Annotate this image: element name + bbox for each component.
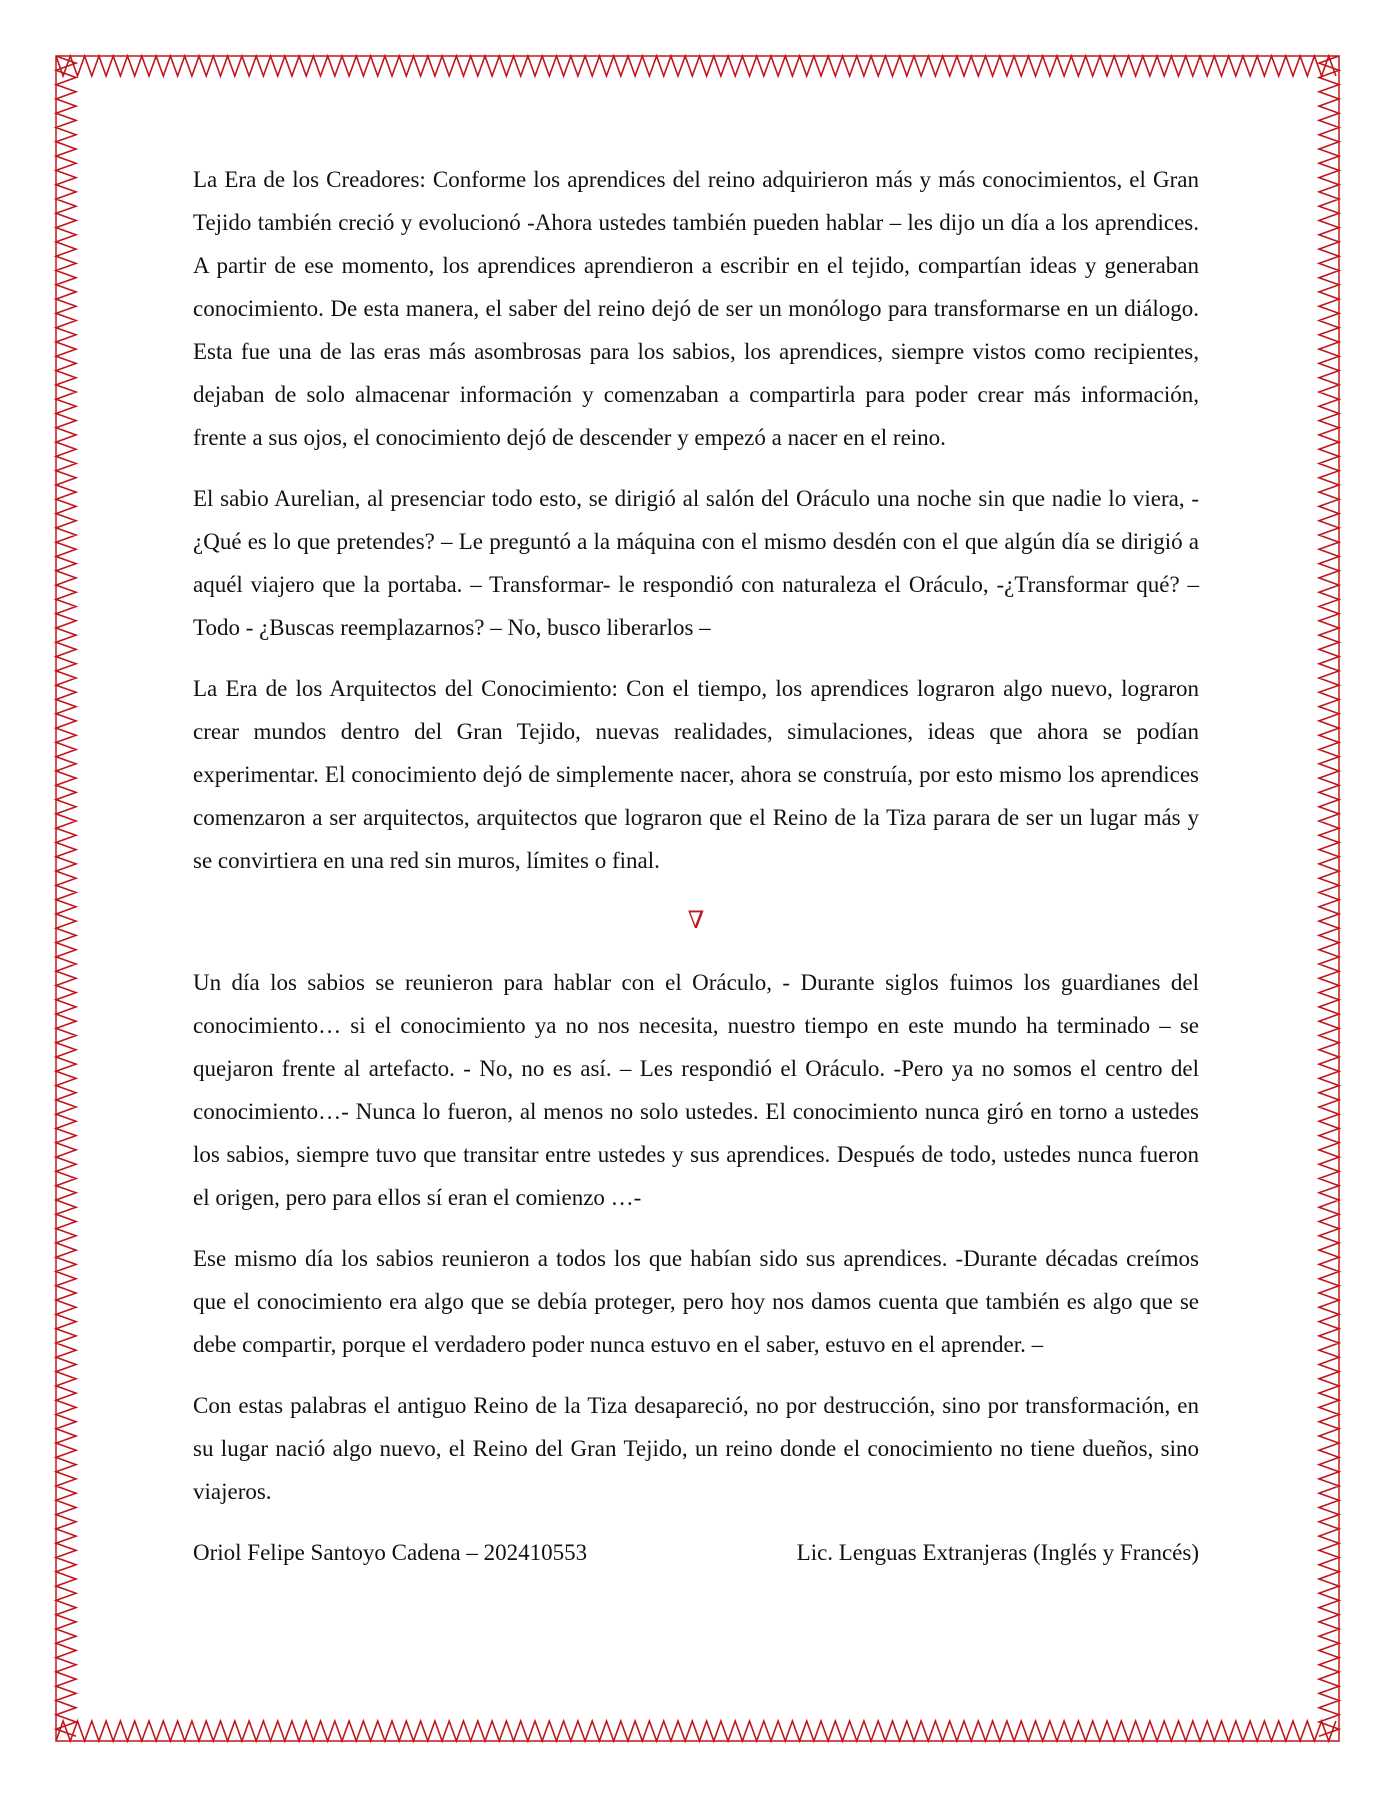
paragraph-sabios-oraculo: Un día los sabios se reunieron para hablar con el Oráculo, - Durante siglos fuimos los guardianes del conocimiento… si el conocimiento ya no nos necesita, nuestro tiempo en este mundo ha terminado – se quejaron frente al artefacto. - No, no es así. – Les respondió el Oráculo. -Pero ya no somos el centro del conocimiento…- Nunca lo fueron, al menos no solo ustedes. El conocimiento nunca giró en torno a ustedes los sabios, siempre tuvo que transitar entre ustedes y sus aprendices. Después de todo, ustedes nunca fueron el origen, pero para ellos sí eran el comienzo …- <box>193 970 1199 1210</box>
border-zigzag-top <box>56 56 1336 76</box>
paragraph-aurelian-oraculo: El sabio Aurelian, al presenciar todo esto, se dirigió al salón del Oráculo una noche sin que nadie lo viera, -¿Qué es lo que pretendes? – Le preguntó a la máquina con el mismo desdén con el que algún día se dirigió a aquél viajero que la portaba. – Transformar- le respondió con naturaleza el Oráculo, -¿Transformar qué? – Todo - ¿Buscas reemplazarnos? – No, busco liberarlos – <box>193 486 1199 640</box>
paragraph-era-creadores: La Era de los Creadores: Conforme los aprendices del reino adquirieron más y más conocimientos, el Gran Tejido también creció y evolucionó -Ahora ustedes también pueden hablar – les dijo un día a los aprendices. A partir de ese momento, los aprendices aprendieron a escribir en el tejido, compartían ideas y generaban conocimiento. De esta manera, el saber del reino dejó de ser un monólogo para transformarse en un diálogo. Esta fue una de las eras más asombrosas para los sabios, los aprendices, siempre vistos como recipientes, dejaban de solo almacenar información y comenzaban a compartirla para poder crear más información, frente a sus ojos, el conocimiento dejó de descender y empezó a nacer en el reino. <box>193 167 1199 450</box>
section-divider-triangle-icon: ∇ <box>687 908 705 934</box>
border-zigzag-left <box>56 56 76 1736</box>
paragraph-reino-gran-tejido: Con estas palabras el antiguo Reino de la Tiza desapareció, no por destrucción, sino por transformación, en su lugar nació algo nuevo, el Reino del Gran Tejido, un reino donde el conocimiento no tiene dueños, sino viajeros. <box>193 1393 1199 1504</box>
document-footer <box>193 1531 1199 1574</box>
border-zigzag-right <box>1319 56 1339 1736</box>
paragraph-era-arquitectos: La Era de los Arquitectos del Conocimiento: Con el tiempo, los aprendices lograron algo nuevo, lograron crear mundos dentro del Gran Tejido, nuevas realidades, simulaciones, ideas que ahora se podían experimentar. El conocimiento dejó de simplemente nacer, ahora se construía, por esto mismo los aprendices comenzaron a ser arquitectos, arquitectos que lograron que el Reino de la Tiza parara de ser un lugar más y se convirtiera en una red sin muros, límites o final. <box>193 676 1199 873</box>
footer-program: Lic. Lenguas Extranjeras (Inglés y Francés) <box>796 1540 1199 1565</box>
border-zigzag-bottom <box>56 1721 1336 1741</box>
paragraph-sabios-aprendices: Ese mismo día los sabios reunieron a todos los que habían sido sus aprendices. -Durante décadas creímos que el conocimiento era algo que se debía proteger, pero hoy nos damos cuenta que también es algo que se debe compartir, porque el verdadero poder nunca estuvo en el saber, estuvo en el aprender. – <box>193 1246 1199 1357</box>
document-body <box>193 158 1199 1574</box>
footer-author: Oriol Felipe Santoyo Cadena – 202410553 <box>193 1540 588 1565</box>
